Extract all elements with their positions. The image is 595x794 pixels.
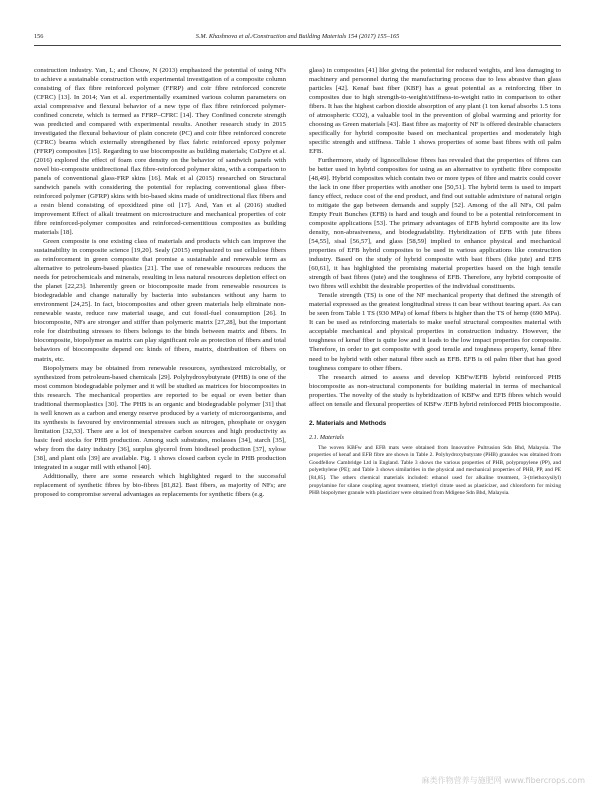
left-column	[34, 66, 286, 499]
body-paragraph: Biopolymers may be obtained from renewable resources, synthesized microbially, or synthesized from petroleum-based chemicals [29]. Polyhydroxybutyrate (PHB) is one of the most common biodegradable polymer and it will be studied as matrices for biocomposites in this research. The mechanical properties are reported to be equal or even better than traditional thermoplastics [30]. The PHB is an organic and biodegradable polymer [31] that is well known as a carbon and energy reserve produced by a variety of microorganisms, and its synthesis is favoured by environmental stresses such as nitrogen, phosphate or oxygen limitation [32,33]. There are a lot of inexpensive carbon sources and high productivity as basic feed stocks for PHB production. Among such substrates, molasses [34], starch [35], whey from the dairy industry [36], surplus glycerol from biodiesel production [37], xylose [38], and plant oils [39] are available. Fig. 1 shows closed carbon cycle in PHB production integrated in a sugar mill with ethanol [40].	[34, 364, 286, 471]
right-column	[309, 66, 561, 498]
body-paragraph: glass) in composites [41] like giving the potential for reduced weights, and less damaging to machinery and personnel during the manufacturing process due to less abrasive than glass particles [42]. Kenaf bast fiber (KBF) has a great potential as a reinforcing fiber in composites due to high strength-to-weight/stiffness-to-weight ratio in comparison to other fibers. It has the highest carbon dioxide absorption of any plant (1 ton kenaf absorbs 1.5 tons of atmospheric CO2), a valuable tool in the prevention of global warming and priority for choosing as Green materials [43]. Bast fibre as majority of NF is offered desirable characters specifically for hybrid composite based on mechanical properties and moderately high specific strength and stiffness. Table 1 shows properties of some bast fibres with oil palm EFB.	[309, 67, 561, 156]
body-paragraph: Tensile strength (TS) is one of the NF mechanical property that defined the strength of material expressed as the greatest longitudinal stress it can bear without tearing apart. As can be seen from Table 1 TS (930 MPa) of kenaf fibers is higher than the TS of hemp (690 MPa). It can be used as reinforcing materials to make useful structural composites material with acceptable mechanical and physical properties in construction industry. However, the toughness of kenaf fiber is quite low and it leads to the low impact properties for composite. Therefore, in order to get composite with good tensile and toughness property, kenaf fibre need to be hybrid with other natural fibre such as EFB. EFB is oil palm fiber that has good toughness compare to other fibers.	[309, 292, 561, 372]
body-paragraph: construction industry. Yan, L; and Chouw, N (2013) emphasized the potential of using NFs to achieve a sustainable construction with experimental investigation of a composite column consisting of flax fibre reinforced polymer (FFRP) and coir fibre reinforced concrete (CFRC) [13]. In 2014; Yan et al. experimentally examined various column parameters on axial compressive and flexural behavior of a new type of flax fibre reinforced polymer-confined concrete, which is termed as FFRP–CFRC [14]. They Confined concrete strength was predicted and compared with experimental results. Another research study in 2015 investigated the flexural behaviour of plain concrete (PC) and coir fibre reinforced concrete (CFRC) beams which externally strengthened by flax fabric reinforced epoxy polymer (FFRP) composites [15]. Regarding to use biocomposite as building materials; CoDyre et al. (2016) explored the effect of foam core density on the behavior of sandwich panels with novel bio-composite unidirectional flax fibre-reinforced polymer skins, with a comparison to panels of conventional glass-FRP skins [16]. Mak et al (2015) researched on Structural sandwich panels with considering the potential for replacing conventional glass fiber-reinforced polymer (GFRP) skins with bio-based skins made of unidirectional flax fibers and a resin blend consisting of epoxidized pine oil [17]. And, Yan et al (2016) studied improvement Effect of alkali treatment on microstructure and mechanical properties of coir fibre reinforced-polymer composites and reinforced-cementitious composites as building materials [18].	[34, 67, 286, 237]
running-head: S.M. Khashnova et al./Construction and Building Materials 154 (2017) 155–165	[195, 33, 400, 40]
page-number: 156	[34, 33, 44, 40]
body-paragraph: Furthermore, study of lignocellulose fibres has revealed that the properties of fibres can be better used in hybrid composites for using as an alternative to synthetic fibre composite [48,49]. Hybrid composites which contain two or more types of fibre and matrix could cover the lack in one fiber properties with another one [50,51]. The hybrid term is used to impart fancy effect, reduce cost of the end product, and find out suitable admixture of natural origin to mitigate the gap between demands and supply [52]. Among of the all NFs, Oil palm Empty Fruit Bunches (EFB) is hard and tough and found to be a potential reinforcement in composite applications [53]. The primary advantages of EFB hybrid composite are its low density, non-abrasiveness, and biodegradability. Hybridization of EFB with jute fibres [54,55], sisal [56,57], and glass [58,59] implied to enhance physical and mechanical properties of EFB hybrid composites to be used in various applications like construction industry. Based on the study of hybrid composite with bast fibers (like jute) and EFB [60,61], it has highlighted the promising material properties based on the high tensile strength of bast fibres (jute) and the toughness of EFB. Therefore, any hybrid composite of two fibres will exhibit the desirable properties of the individual constituents.	[309, 157, 561, 291]
body-paragraph: The research aimed to assess and develop KBFw/EFB hybrid reinforced PHB biocomposite as non-structural components for building material in terms of mechanical properties. The novelty of the study is hybridization of KBFw and EFB fibres which would affect on tensile and flexural properties of KBFw /EFB hybrid reinforced PHB biocomposite.	[309, 373, 562, 408]
subsection-heading: 2.1. Materials	[309, 433, 344, 441]
body-paragraph: Green composite is one existing class of materials and products which can improve the sustainability in composite science [19,20]. Sealy (2015) emphasized to use cellulose fibers as reinforcement in green composite that promise a sustainable and renewable term as alternative to petroleum-based plastics [21]. The use of renewable resources reduces the needs for petrochemicals and minerals, resulting in less natural resources depletion effect on the planet [22,23]. Inherently green or biocomposite made from renewable resources is biodegradable and change naturally by bacteria into substances without any harm to environment [24,25]. In fact, biocomposites and other green materials help eliminate non-renewable waste, reduce raw material usage, and cut fossil-fuel consumption [26]. In biocomposite, NFs are stronger and stiffer than polymeric matrix [27,28], but the important role for distributing stresses to fibers belongs to the binds between matrix and fibers. In biocomposite, biopolymer as matrix can play significant role as protection of fibers and total behaviors of biocomposite depend on: kinds of fibers, matrix, distribution of fibers on matrix, etc.	[34, 238, 286, 363]
materials-paragraph: The woven KBFw and EFB mats were obtained from Innovative Pultrusion Sdn Bhd, Malaysia. The properties of kenaf and EFB fibre are shown in Table 2. Polyhydroxybutyrate (PHB) granules was obtained from Goodfellow Cambridge Ltd in England. Table 3 shows the various properties of PHB, polypropylene (PP), and polyethylene (PE); and Table 3 shows similarities in the physical and mechanical properties of PHB, PP, and PE [84,85]. The others chemical materials included: ethanol used for alkaline treatment, 3-(triethoxysilyl) propylamine for silane coupling agent treatment, triethyl citrate used as plasticizer, and chloroform for mixing PHB biopolymer granule with plasticizer were obtained from Mdigene Sdn Bhd, Malaysia.	[309, 444, 561, 497]
watermark-text: 麻类作物营养与施肥网 www.fibercrops.com	[421, 776, 585, 785]
page-header	[34, 33, 561, 46]
section-heading: 2. Materials and Methods	[309, 419, 387, 427]
body-paragraph: Additionally, there are some research which highlighted regard to the successful replacement of synthetic fibres by bio-fibres [81,82]. Bast fibers, as majority of NFs; are proposed to compromise several advantages as replacements for synthetic fibers (e.g.	[34, 472, 286, 498]
